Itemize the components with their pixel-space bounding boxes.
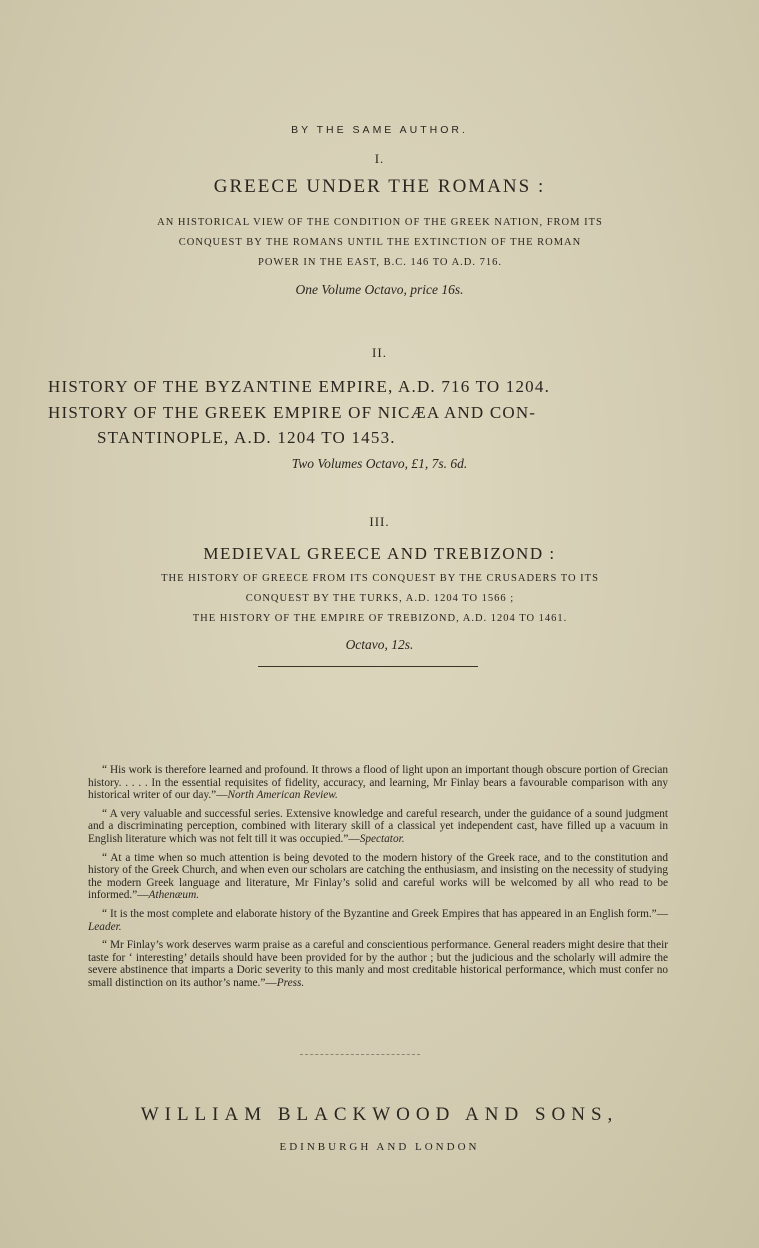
work-1-subtitle-line-1: AN HISTORICAL VIEW OF THE CONDITION OF THE GREEK NATION, FROM ITS: [157, 217, 603, 228]
review-4-source: Leader.: [88, 920, 122, 933]
work-3-numeral: III.: [369, 514, 390, 529]
review-1-source: North American Review.: [227, 789, 338, 802]
publisher-place: EDINBURGH AND LONDON: [279, 1141, 480, 1153]
work-1-price: One Volume Octavo, price 16s.: [295, 282, 464, 297]
page-header: BY THE SAME AUTHOR.: [291, 124, 468, 136]
work-3-subtitle-line-1: THE HISTORY OF GREECE FROM ITS CONQUEST BY THE CRUSADERS TO ITS: [161, 573, 599, 584]
work-1-title: GREECE UNDER THE ROMANS :: [213, 176, 546, 197]
work-2-title-line-2: HISTORY OF THE GREEK EMPIRE OF NICÆA AND CON-: [48, 403, 537, 422]
press-reviews: [88, 764, 668, 996]
section-divider: [258, 666, 478, 667]
review-3-text: “ At a time when so much attention is being devoted to the modern history of the Greek race, and to the constitution and history of the Greek Church, and when even our scholars are catching the enthusiasm, and insisting on the necessity of studying the modern Greek language and literature, Mr Finlay’s solid and careful works will be welcomed by all who read to be informed.”—: [88, 851, 668, 902]
review-2-text: “ A very valuable and successful series. Extensive knowledge and careful research, under the guidance of a sound judgment and a discriminating perception, combined with literary skill of a classical yet independent cast, have filled up a vacuum in English literature which was not felt till it was occupied.”—: [88, 807, 668, 845]
review-3: [88, 852, 668, 902]
review-1: [88, 764, 668, 802]
work-1-subtitle-line-2: CONQUEST BY THE ROMANS UNTIL THE EXTINCTION OF THE ROMAN: [178, 237, 582, 248]
work-2-numeral: II.: [372, 345, 387, 360]
review-4-text: “ It is the most complete and elaborate history of the Byzantine and Greek Empires that has appeared in an English form.”—: [102, 907, 668, 920]
ornamental-dash: [300, 1054, 420, 1055]
review-5: [88, 939, 668, 989]
work-3-title: MEDIEVAL GREECE AND TREBIZOND :: [203, 544, 556, 563]
review-5-source: Press.: [276, 976, 305, 989]
review-1-text: “ His work is therefore learned and profound. It throws a flood of light upon an important though obscure portion of Grecian history. . . . . In the essential requisites of fidelity, accuracy, and learning, Mr Finlay bears a favourable comparison with any historical writer of our day.”—: [88, 764, 668, 802]
review-2: [88, 808, 668, 846]
work-2-title-line-3: STANTINOPLE, A.D. 1204 TO 1453.: [97, 428, 396, 447]
review-2-source: Spectator.: [359, 832, 405, 845]
review-5-text: “ Mr Finlay’s work deserves warm praise as a careful and conscientious performance. General readers might desire that their taste for ‘ interesting’ details should have been provided for by the author ; but the judicious and the scholarly will admire the severe abstinence that imparts a Doric severity to this manly and most creditable historical performance, which must confer no small distinction on its author’s name.”—: [88, 939, 668, 989]
work-2-price: Two Volumes Octavo, £1, 7s. 6d.: [291, 456, 468, 471]
review-3-source: Athenæum.: [148, 889, 200, 902]
publisher-name: WILLIAM BLACKWOOD AND SONS,: [140, 1104, 619, 1125]
work-1-subtitle-line-3: POWER IN THE EAST, B.C. 146 TO A.D. 716.: [258, 257, 502, 268]
review-4: [88, 908, 668, 933]
work-3-subtitle-line-2: CONQUEST BY THE TURKS, A.D. 1204 TO 1566 ;: [245, 593, 515, 604]
work-1-numeral: I.: [374, 151, 385, 166]
work-3-subtitle-line-3: THE HISTORY OF THE EMPIRE OF TREBIZOND, A.D. 1204 TO 1461.: [192, 613, 568, 624]
work-2-title-line-1: HISTORY OF THE BYZANTINE EMPIRE, A.D. 716 TO 1204.: [48, 377, 551, 396]
work-3-price: Octavo, 12s.: [345, 637, 414, 652]
